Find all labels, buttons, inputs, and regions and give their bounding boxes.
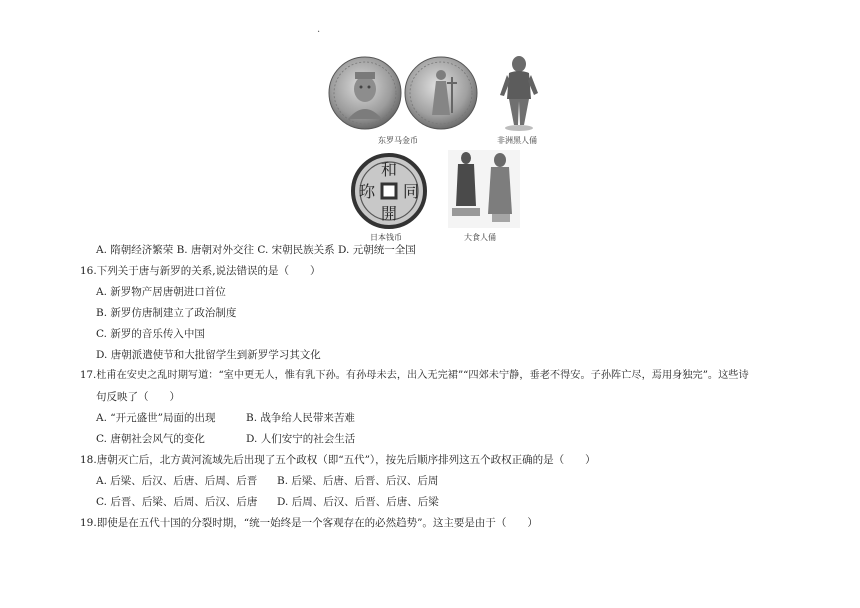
q17-option-c: C. 唐朝社会风气的变化 — [96, 433, 205, 445]
page-mark: . — [317, 24, 321, 35]
q17-stem-line1: 17.杜甫在安史之乱时期写道：“室中更无人，惟有乳下孙。有孙母未去，出入无完裙”“四郊未宁静，垂老不得安。子孙阵亡尽，焉用身独完”。这些诗 — [80, 370, 749, 381]
q18-option-d: D. 后周、后汉、后晋、后唐、后梁 — [277, 496, 439, 508]
coin-char-right: 同 — [402, 182, 420, 201]
coin-char-bottom: 開 — [380, 204, 398, 223]
q19-stem: 19.即使是在五代十国的分裂时期，“统一始终是一个客观存在的必然趋势”。这主要是由于（ ） — [80, 517, 538, 529]
coin2-caption: 日本钱币 — [370, 233, 402, 242]
q18-option-c: C. 后晋、后梁、后周、后汉、后唐 — [96, 496, 258, 508]
q17-option-d: D. 人们安宁的社会生活 — [246, 433, 356, 445]
q17-option-b: B. 战争给人民带来苦难 — [246, 412, 355, 424]
coin1-caption: 东罗马金币 — [378, 136, 418, 145]
q16-stem: 16.下列关于唐与新罗的关系,说法错误的是（ ） — [80, 265, 321, 277]
q18-option-b: B. 后梁、后唐、后晋、后汉、后周 — [277, 475, 439, 487]
japanese-coin — [351, 153, 427, 233]
figurine2-caption: 大食人俑 — [464, 233, 496, 242]
q16-option-c: C. 新罗的音乐传入中国 — [96, 328, 205, 340]
q18-option-a: A. 后梁、后汉、后唐、后周、后晋 — [96, 475, 258, 487]
q15-options: A. 隋朝经济繁荣 B. 唐朝对外交往 C. 宋朝民族关系 D. 元朝统一全国 — [96, 244, 416, 256]
coin-char-left: 珎 — [358, 182, 376, 201]
african-figurine — [497, 55, 541, 137]
q16-option-a: A. 新罗物产居唐朝进口首位 — [96, 286, 226, 298]
byzantine-coin-front — [326, 55, 404, 135]
q18-stem: 18.唐朝灭亡后，北方黄河流域先后出现了五个政权（即“五代”），按先后顺序排列这五个政权正确的是（ ） — [80, 454, 596, 466]
coin-char-top: 和 — [380, 160, 398, 179]
figurine1-caption: 非洲黑人俑 — [497, 136, 537, 145]
arab-figurines — [448, 150, 520, 232]
byzantine-coin-back — [402, 55, 480, 135]
q17-option-a: A. “开元盛世”局面的出现 — [96, 412, 216, 424]
q16-option-b: B. 新罗仿唐制建立了政治制度 — [96, 307, 237, 319]
q17-stem-line2: 句反映了（ ） — [96, 391, 180, 403]
q16-option-d: D. 唐朝派遣使节和大批留学生到新罗学习其文化 — [96, 349, 321, 361]
